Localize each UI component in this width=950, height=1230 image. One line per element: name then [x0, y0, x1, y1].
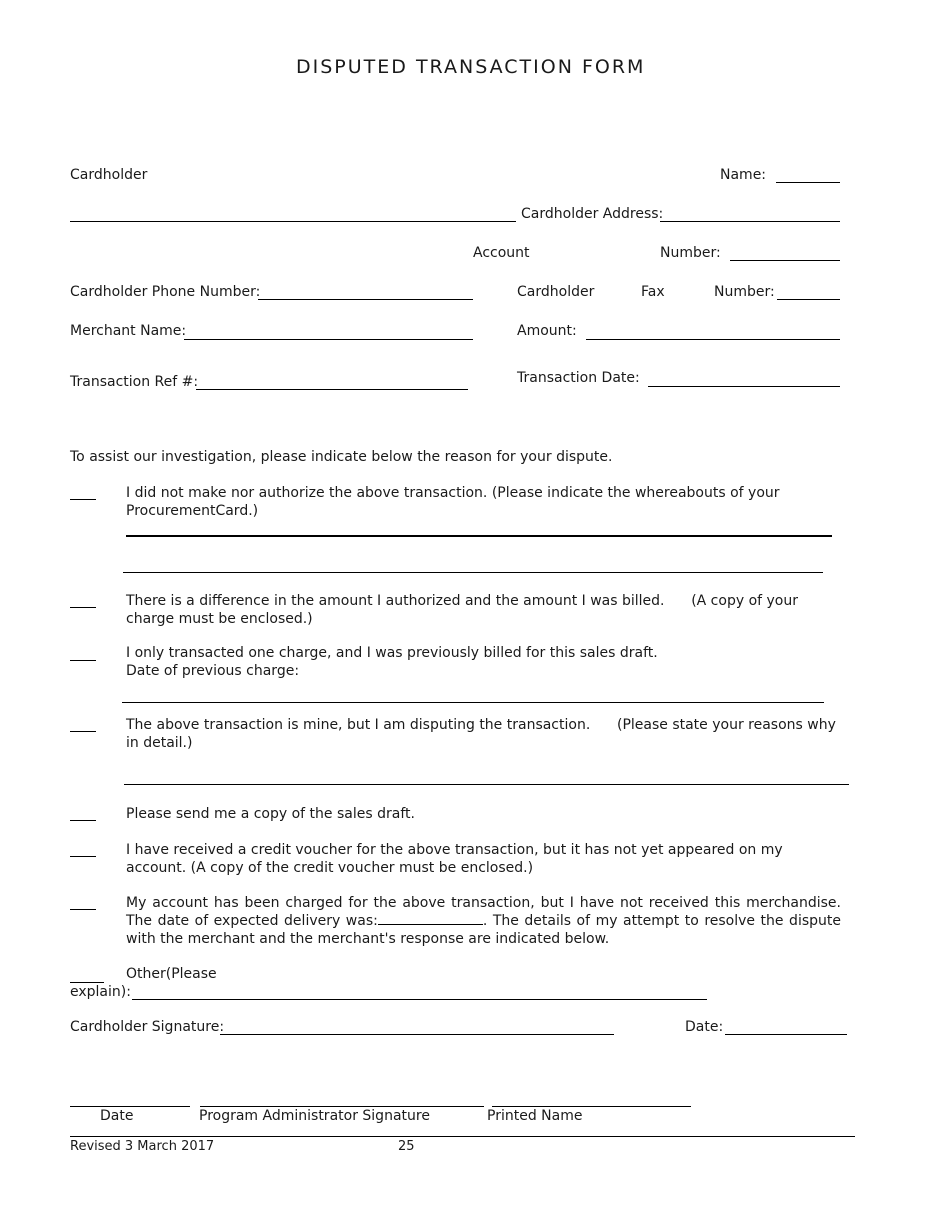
transaction-date-label: Transaction Date: — [517, 370, 640, 386]
reason-1-text: I did not make nor authorize the above transaction. (Please indicate the whereabouts of your ProcurementCard.) — [126, 485, 780, 519]
reason-6-text: I have received a credit voucher for the above transaction, but it has not yet appeared on my account. (A copy of the credit voucher must be enclosed.) — [126, 842, 783, 876]
reason-4-checkbox[interactable] — [70, 731, 96, 732]
other-explain-field[interactable] — [132, 999, 707, 1000]
admin-signature-label: Program Administrator Signature — [199, 1108, 430, 1124]
name-field[interactable] — [776, 182, 840, 183]
reason-1-whereabouts-field-2[interactable] — [123, 572, 823, 573]
printed-name-field[interactable] — [492, 1106, 691, 1107]
amount-field[interactable] — [586, 339, 840, 340]
reason-7-text — [126, 894, 841, 948]
cardholder-label: Cardholder — [70, 167, 148, 183]
expected-delivery-date-field[interactable] — [378, 912, 483, 925]
reason-1-whereabouts-field[interactable] — [126, 535, 832, 537]
reason-3-previous-date-label: Date of previous charge: — [126, 663, 300, 679]
fax-cardholder-label: Cardholder — [517, 284, 595, 300]
footer-rule — [70, 1136, 855, 1137]
other-label: Other(Please — [126, 966, 217, 982]
phone-label: Cardholder Phone Number: — [70, 284, 261, 300]
merchant-name-label: Merchant Name: — [70, 323, 187, 339]
fax-label: Fax — [641, 284, 665, 300]
signature-date-field[interactable] — [725, 1034, 847, 1035]
cardholder-signature-label: Cardholder Signature: — [70, 1019, 225, 1035]
admin-date-field[interactable] — [70, 1106, 190, 1107]
reason-7-checkbox[interactable] — [70, 909, 96, 910]
reason-6-checkbox[interactable] — [70, 856, 96, 857]
admin-date-label: Date — [100, 1108, 134, 1124]
cardholder-address-label: Cardholder Address: — [521, 206, 664, 222]
reason-7-text-a: My account has been charged for the above transaction, but I have not received this merchandise. The date of expected delivery was: — [126, 895, 841, 929]
previous-charge-date-field[interactable] — [122, 702, 824, 703]
fax-number-label: Number: — [714, 284, 775, 300]
name-continuation-field[interactable] — [70, 221, 516, 222]
account-number-field[interactable] — [730, 260, 840, 261]
reason-1-checkbox[interactable] — [70, 499, 96, 500]
other-explain-label: explain): — [70, 984, 131, 1000]
account-number-label: Number: — [660, 245, 721, 261]
page-title: DISPUTED TRANSACTION FORM — [296, 56, 646, 78]
reason-4-detail-field[interactable] — [124, 784, 849, 785]
intro-text: To assist our investigation, please indicate below the reason for your dispute. — [70, 449, 613, 465]
amount-label: Amount: — [517, 323, 577, 339]
signature-date-label: Date: — [685, 1019, 724, 1035]
name-label: Name: — [720, 167, 767, 183]
printed-name-label: Printed Name — [487, 1108, 583, 1124]
merchant-name-field[interactable] — [184, 339, 473, 340]
reason-3-text: I only transacted one charge, and I was previously billed for this sales draft. — [126, 645, 658, 661]
account-label: Account — [473, 245, 530, 261]
phone-field[interactable] — [258, 299, 473, 300]
cardholder-address-field[interactable] — [660, 221, 840, 222]
reason-7-text-b: . The details of my attempt to resolve the dispute with the merchant and the merchant's response are indicated below. — [126, 913, 841, 947]
reason-5-text: Please send me a copy of the sales draft. — [126, 806, 415, 822]
reason-3-checkbox[interactable] — [70, 660, 96, 661]
reason-5-checkbox[interactable] — [70, 820, 96, 821]
reason-2-text: There is a difference in the amount I authorized and the amount I was billed. (A copy of your charge must be enclosed.) — [126, 593, 803, 627]
other-checkbox[interactable] — [70, 982, 104, 983]
transaction-ref-label: Transaction Ref #: — [70, 374, 199, 390]
reason-2-checkbox[interactable] — [70, 607, 96, 608]
admin-signature-field[interactable] — [200, 1106, 484, 1107]
revised-date: Revised 3 March 2017 — [70, 1139, 215, 1154]
fax-number-field[interactable] — [777, 299, 840, 300]
cardholder-signature-field[interactable] — [220, 1034, 614, 1035]
page-number: 25 — [398, 1139, 415, 1154]
reason-4-text: The above transaction is mine, but I am disputing the transaction. (Please state your reasons why in detail.) — [126, 717, 841, 751]
transaction-date-field[interactable] — [648, 386, 840, 387]
transaction-ref-field[interactable] — [196, 389, 468, 390]
